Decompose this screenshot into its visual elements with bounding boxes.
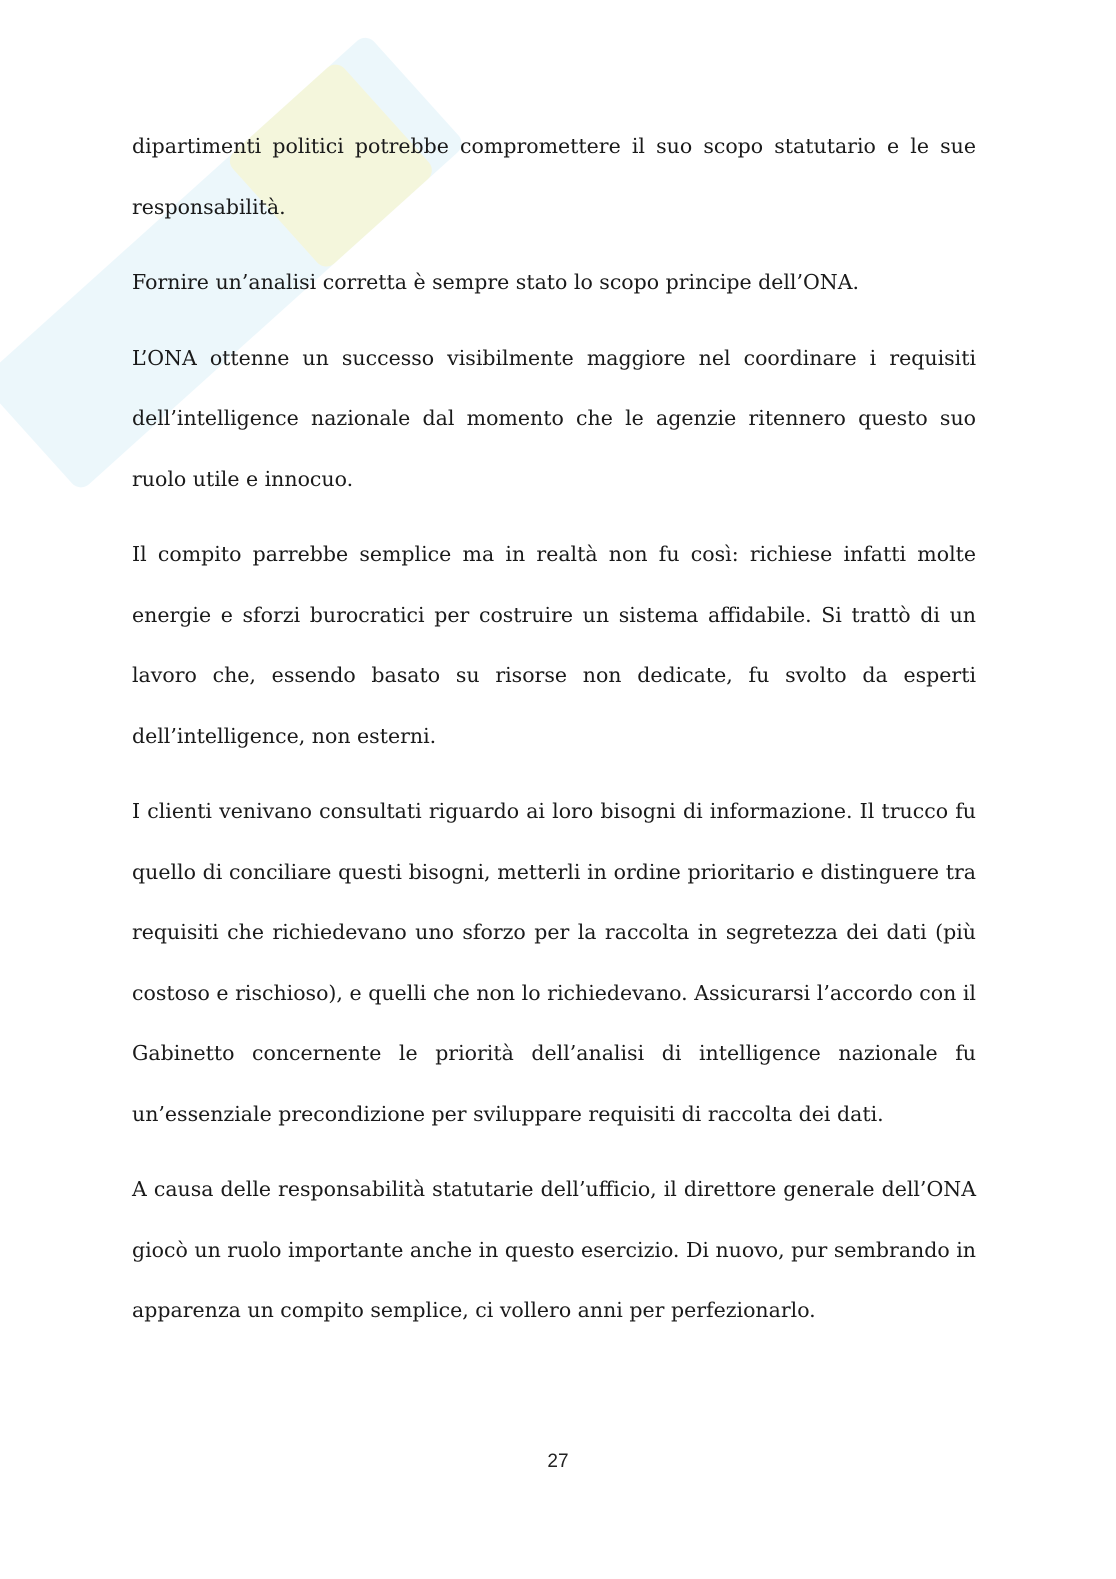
paragraph-2: Fornire un’analisi corretta è sempre stato lo scopo principe dell’ONA. (132, 270, 860, 294)
paragraph-3: L’ONA ottenne un successo visibilmente maggiore nel coordinare i requisiti dell’intelligence nazionale dal momento che le agenzie ritennero questo suo ruolo utile e innocuo. (132, 345, 976, 491)
body-text (132, 116, 976, 1341)
page-number: 27 (547, 1451, 569, 1472)
paragraph-1: dipartimenti politici potrebbe compromettere il suo scopo statutario e le sue responsabilità. (132, 134, 976, 219)
paragraph-6: A causa delle responsabilità statutarie dell’ufficio, il direttore generale dell’ONA giocò un ruolo importante anche in questo esercizio. Di nuovo, pur sembrando in apparenza un compito semplice, ci vollero anni per perfezionarlo. (132, 1177, 976, 1322)
paragraph-4: Il compito parrebbe semplice ma in realtà non fu così: richiese infatti molte energie e sforzi burocratici per costruire un sistema affidabile. Si trattò di un lavoro che, essendo basato su risorse non dedicate, fu svolto da esperti dell’intelligence, non esterni. (132, 542, 976, 748)
paragraph-5: I clienti venivano consultati riguardo ai loro bisogni di informazione. Il trucco fu quello di conciliare questi bisogni, metterli in ordine prioritario e distinguere tra requisiti che richiedevano uno sforzo per la raccolta in segretezza dei dati (più costoso e rischioso), e quelli che non lo richiedevano. Assicurarsi l’accordo con il Gabinetto concernente le priorità dell’analisi di intelligence nazionale fu un’essenziale precondizione per sviluppare requisiti di raccolta dei dati. (132, 799, 976, 1126)
